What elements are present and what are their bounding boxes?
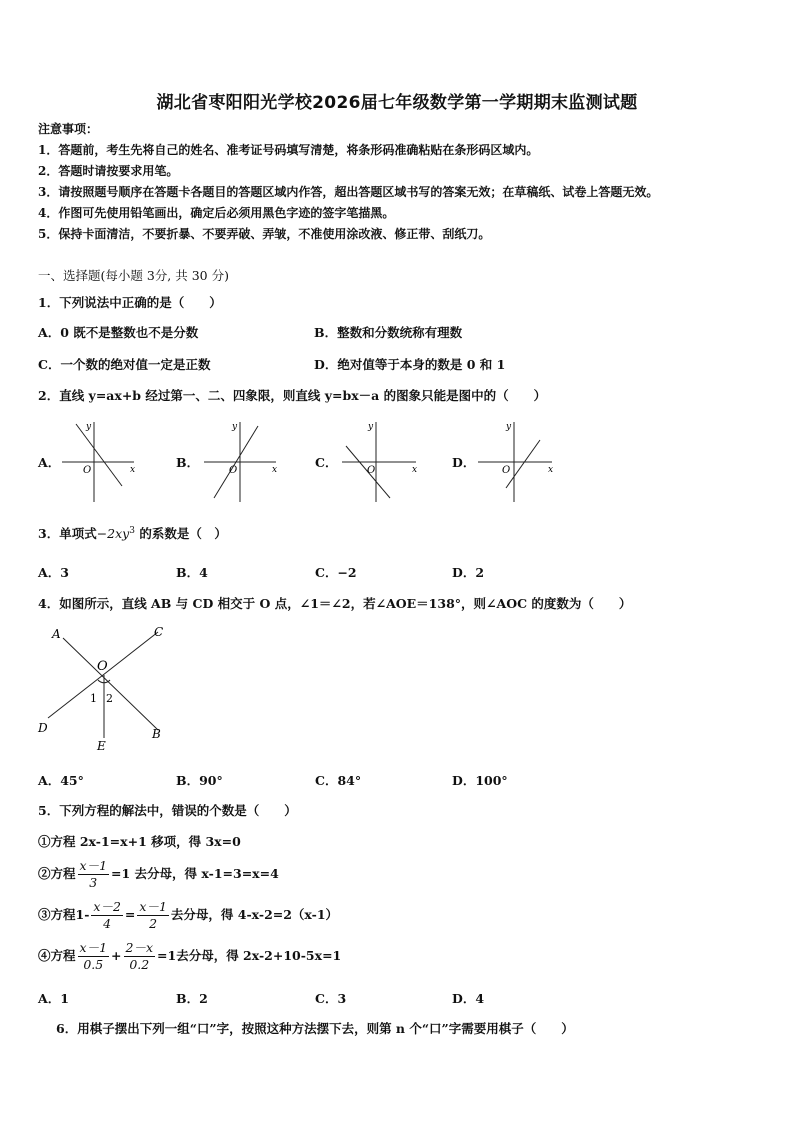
q5-option-c: C．3	[315, 991, 347, 1006]
note-item: 4．作图可先使用铅笔画出，确定后必须用黑色字迹的签字笔描黑。	[38, 206, 395, 220]
axis-y-label: y	[232, 422, 238, 432]
note-item: 3．请按照题号顺序在答题卡各题目的答题区域内作答，超出答题区域书写的答案无效；在草稿纸、试卷上答题无效。	[38, 185, 659, 199]
q3-option-b: B．4	[176, 565, 208, 580]
axis-y-label: y	[368, 422, 374, 432]
axis-y-label: y	[86, 422, 92, 432]
q1-option-b: B．整数和分数统称有理数	[314, 325, 463, 340]
q2-label-a: A．	[38, 455, 61, 470]
q2-label-d: D．	[452, 455, 476, 470]
q3-expression: −2xy	[96, 526, 130, 541]
note-item: 2．答题时请按要求用笔。	[38, 164, 179, 178]
q6-stem: 6．用棋子摆出下列一组“口”字，按照这种方法摆下去，则第 n 个“口”字需要用棋子（ ）	[56, 1021, 574, 1036]
notes-heading: 注意事项：	[38, 122, 99, 136]
q4-option-c: C．84°	[315, 773, 362, 788]
q5-item-4: ④方程 $\frac{x-1}{0.5}$ + $\frac{2-x}{0.2}$ =1去分母，得 2x-2+10-5x=1	[38, 940, 342, 972]
point-c-label: C	[154, 625, 164, 639]
q5-item-3: ③方程1- $\frac{x-2}{4}$ = $\frac{x-1}{2}$ 去分母，得 4-x-2=2（x-1）	[38, 899, 339, 931]
note-item: 1．答题前，考生先将自己的姓名、准考证号码填写清楚，将条形码准确粘贴在条形码区域内。	[38, 143, 539, 157]
q4-figure	[34, 620, 174, 756]
q1-option-c: C．一个数的绝对值一定是正数	[38, 357, 211, 372]
q2-graph-c	[338, 418, 422, 506]
q3-option-d: D．2	[452, 565, 485, 580]
q1-option-a: A．0 既不是整数也不是分数	[38, 325, 199, 340]
point-o-label: O	[97, 659, 108, 674]
q2-stem: 2．直线 y=ax+b 经过第一、二、四象限，则直线 y=bx－a 的图象只能是图中的（ ）	[38, 388, 547, 403]
origin-label: O	[83, 465, 92, 476]
q5-item-2: ②方程 $\frac{x-1}{3}$ =1 去分母，得 x-1=3=x=4	[38, 858, 279, 890]
note-item: 5．保持卡面清洁，不要折暴、不要弄破、弄皱，不准使用涂改液、修正带、刮纸刀。	[38, 227, 491, 241]
axis-x-label: x	[548, 465, 554, 475]
q2-graph-d	[474, 418, 558, 506]
origin-label: O	[502, 465, 511, 476]
q2-label-b: B．	[176, 455, 200, 470]
point-b-label: B	[152, 727, 161, 741]
axis-x-label: x	[272, 465, 278, 475]
q4-option-a: A．45°	[38, 773, 84, 788]
q3-option-a: A．3	[38, 565, 69, 580]
q2-graph-b	[200, 418, 282, 506]
q5-stem: 5．下列方程的解法中，错误的个数是（ ）	[38, 803, 297, 818]
section-heading: 一、选择题(每小题 3分, 共 30 分)	[38, 268, 229, 283]
q1-stem: 1．下列说法中正确的是（ ）	[38, 295, 222, 310]
q3-stem	[38, 524, 227, 542]
q5-option-a: A．1	[38, 991, 69, 1006]
q5-item-1: ①方程 2x-1=x+1 移项，得 3x=0	[38, 834, 241, 849]
q2-label-c: C．	[315, 455, 338, 470]
angle-2-label: 2	[106, 692, 113, 705]
q5-option-d: D．4	[452, 991, 485, 1006]
q4-option-d: D．100°	[452, 773, 508, 788]
point-a-label: A	[52, 627, 61, 641]
q3-option-c: C．−2	[315, 565, 357, 580]
q3-exponent: 3	[129, 525, 135, 536]
q3-stem-pre: 3．单项式	[38, 526, 97, 541]
axis-y-label: y	[506, 422, 512, 432]
q5-option-b: B．2	[176, 991, 208, 1006]
q4-option-b: B．90°	[176, 773, 223, 788]
angle-1-label: 1	[90, 692, 97, 705]
q3-stem-post: 的系数是（ ）	[134, 526, 227, 541]
q2-graph-a	[58, 418, 140, 506]
q1-option-d: D．绝对值等于本身的数是 0 和 1	[314, 357, 506, 372]
point-e-label: E	[97, 739, 106, 753]
origin-label: O	[367, 465, 376, 476]
point-d-label: D	[38, 721, 48, 735]
page-title: 湖北省枣阳阳光学校2026届七年级数学第一学期期末监测试题	[156, 93, 638, 113]
axis-x-label: x	[130, 465, 136, 475]
q4-stem: 4．如图所示，直线 AB 与 CD 相交于 O 点，∠1＝∠2，若∠AOE＝138°，则∠AOC 的度数为（ ）	[38, 596, 632, 611]
axis-x-label: x	[412, 465, 418, 475]
origin-label: O	[229, 465, 238, 476]
